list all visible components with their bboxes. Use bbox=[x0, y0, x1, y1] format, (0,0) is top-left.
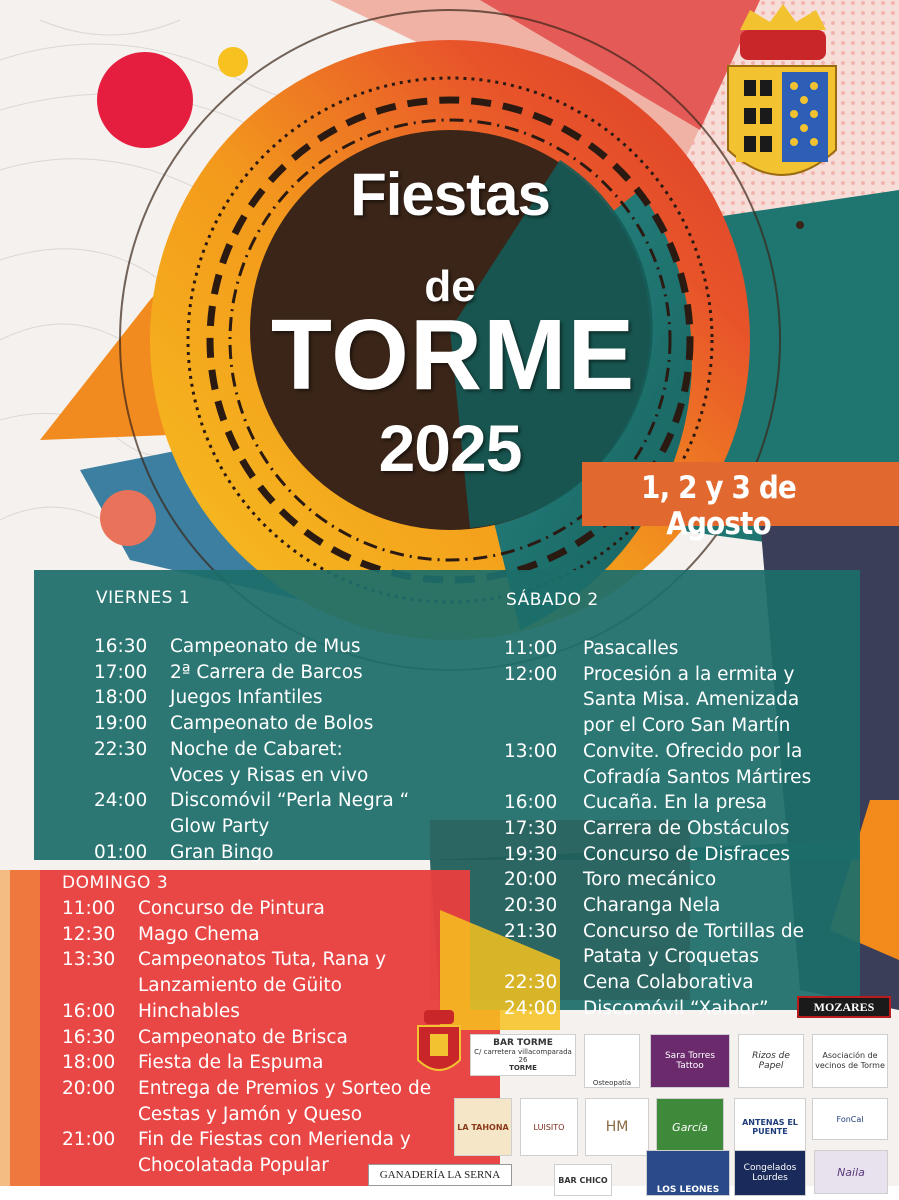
schedule-row bbox=[62, 922, 462, 948]
title-fiestas: Fiestas bbox=[350, 161, 550, 228]
event-line: Concurso de Pintura bbox=[138, 898, 325, 919]
event-time: 16:30 bbox=[94, 636, 148, 657]
event-line: Cofradía Santos Mártires bbox=[583, 766, 812, 788]
schedule-row bbox=[94, 711, 424, 737]
event-time: 19:30 bbox=[504, 843, 558, 865]
event-line: Convite. Ofrecido por la bbox=[583, 740, 803, 762]
sponsor-congelados: Congelados Lourdes bbox=[734, 1150, 806, 1196]
event-description bbox=[170, 685, 424, 711]
event-time: 24:00 bbox=[504, 997, 558, 1019]
event-line: Carrera de Obstáculos bbox=[583, 817, 790, 839]
event-time: 20:00 bbox=[504, 869, 558, 891]
event-line: Toro mecánico bbox=[583, 869, 717, 891]
event-description bbox=[138, 1076, 462, 1127]
event-line: Campeonato de Mus bbox=[170, 636, 361, 657]
bar-torme-address: C/ carretera villacomparada 26 bbox=[474, 1048, 572, 1064]
event-time: 21:30 bbox=[504, 920, 558, 942]
event-line: Hinchables bbox=[138, 1000, 240, 1022]
event-description bbox=[138, 896, 462, 922]
sponsor-osteopatia: Osteopatía bbox=[584, 1034, 640, 1088]
sponsor-naila: Naila bbox=[814, 1150, 888, 1194]
small-dark-dot bbox=[796, 221, 804, 229]
event-line: Patata y Croquetas bbox=[583, 946, 760, 968]
sponsor-ganaderia: GANADERÍA LA SERNA bbox=[368, 1164, 512, 1186]
sponsor-sara-torres: Sara Torres Tattoo bbox=[650, 1034, 730, 1088]
event-time: 12:00 bbox=[504, 663, 558, 685]
sponsor-la-tahona: LA TAHONA bbox=[454, 1098, 512, 1156]
bar-torme-town: TORME bbox=[509, 1064, 537, 1072]
event-line: Campeonato de Brisca bbox=[138, 1026, 348, 1048]
event-line: Discomóvil “Perla Negra “ bbox=[170, 790, 410, 812]
event-time: 20:30 bbox=[504, 895, 558, 917]
event-time: 13:30 bbox=[62, 949, 116, 971]
event-line: Gran Bingo bbox=[170, 841, 274, 863]
event-description bbox=[583, 816, 844, 842]
event-time: 11:00 bbox=[62, 898, 116, 919]
schedule-row bbox=[504, 996, 844, 1022]
event-time: 17:30 bbox=[504, 817, 558, 839]
dates-text: 1, 2 y 3 de Agosto bbox=[641, 470, 796, 542]
event-line: Juegos Infantiles bbox=[170, 687, 323, 709]
schedule-row bbox=[504, 636, 844, 662]
event-line: Cena Colaborativa bbox=[583, 972, 754, 994]
bar-torme-name: BAR TORME bbox=[493, 1038, 553, 1048]
event-description bbox=[583, 893, 844, 919]
event-line: Procesión a la ermita y bbox=[583, 663, 795, 685]
schedule-row bbox=[62, 1025, 462, 1051]
event-line: Cucaña. En la presa bbox=[583, 792, 767, 814]
sponsor-garcia: García bbox=[656, 1098, 724, 1156]
event-time: 18:00 bbox=[62, 1052, 116, 1074]
schedule-row bbox=[62, 1076, 462, 1127]
event-time: 19:00 bbox=[94, 713, 148, 735]
event-description bbox=[138, 999, 462, 1025]
yellow-dot bbox=[218, 47, 248, 77]
event-description bbox=[138, 947, 462, 998]
sponsor-los-leones: LOS LEONES bbox=[646, 1150, 730, 1196]
schedule-row bbox=[94, 840, 424, 866]
event-time: 24:00 bbox=[94, 790, 148, 812]
event-time: 17:00 bbox=[94, 661, 148, 683]
event-description bbox=[583, 790, 844, 816]
event-description bbox=[138, 1050, 462, 1076]
event-line: Entrega de Premios y Sorteo de bbox=[138, 1077, 432, 1099]
event-description bbox=[583, 867, 844, 893]
salmon-dot bbox=[100, 490, 156, 546]
event-line: Chocolatada Popular bbox=[138, 1155, 329, 1177]
domingo-schedule bbox=[62, 896, 462, 1179]
event-description bbox=[170, 788, 424, 839]
sponsor-bar-chico: BAR CHICO bbox=[554, 1164, 612, 1196]
event-line: Noche de Cabaret: bbox=[170, 738, 343, 760]
event-description bbox=[583, 842, 844, 868]
schedule-row bbox=[62, 896, 462, 922]
event-line: Cestas y Jamón y Queso bbox=[138, 1103, 363, 1125]
schedule-row bbox=[504, 790, 844, 816]
event-line: Santa Misa. Amenizada bbox=[583, 689, 800, 711]
event-description bbox=[583, 662, 844, 739]
event-line: Pasacalles bbox=[583, 638, 679, 659]
title-torme: TORME bbox=[270, 299, 636, 411]
event-description bbox=[170, 840, 424, 866]
event-time: 16:30 bbox=[62, 1026, 116, 1048]
event-time: 18:00 bbox=[94, 687, 148, 709]
title-year: 2025 bbox=[378, 411, 522, 485]
event-time: 16:00 bbox=[504, 792, 558, 814]
event-line: Lanzamiento de Güito bbox=[138, 975, 342, 997]
event-line: Mago Chema bbox=[138, 923, 260, 945]
event-line: Fiesta de la Espuma bbox=[138, 1052, 324, 1074]
event-line: Concurso de Tortillas de bbox=[583, 920, 805, 942]
event-line: por el Coro San Martín bbox=[583, 715, 791, 737]
schedule-row bbox=[504, 893, 844, 919]
schedule-row bbox=[504, 816, 844, 842]
event-description bbox=[138, 922, 462, 948]
schedule-row bbox=[504, 867, 844, 893]
red-dot bbox=[97, 52, 193, 148]
sponsor-asociacion: Asociación de vecinos de Torme bbox=[812, 1034, 888, 1088]
event-line: Voces y Risas en vivo bbox=[170, 764, 369, 786]
event-time: 20:00 bbox=[62, 1077, 116, 1099]
sponsor-bar-torme bbox=[470, 1034, 576, 1076]
event-line: 2ª Carrera de Barcos bbox=[170, 661, 363, 683]
event-line: Concurso de Disfraces bbox=[583, 843, 790, 865]
event-description bbox=[170, 711, 424, 737]
schedule-row bbox=[62, 999, 462, 1025]
event-line: Charanga Nela bbox=[583, 895, 721, 917]
event-line: Discomóvil “Xaibor” bbox=[583, 997, 769, 1019]
viernes-heading: VIERNES 1 bbox=[96, 588, 191, 608]
schedule-row bbox=[504, 739, 844, 790]
event-time: 22:30 bbox=[94, 738, 148, 760]
event-time: 12:30 bbox=[62, 923, 116, 945]
schedule-row bbox=[62, 1050, 462, 1076]
event-description bbox=[138, 1025, 462, 1051]
event-line: Glow Party bbox=[170, 815, 270, 837]
sponsor-luisito: LUISITO bbox=[520, 1098, 578, 1156]
title-de: de bbox=[424, 262, 476, 311]
event-description bbox=[583, 739, 844, 790]
domingo-heading: DOMINGO 3 bbox=[62, 873, 169, 893]
schedule-row bbox=[94, 685, 424, 711]
coat-of-arms-icon bbox=[728, 4, 836, 175]
event-description bbox=[170, 660, 424, 686]
event-line: Campeonatos Tuta, Rana y bbox=[138, 949, 387, 971]
event-time: 21:00 bbox=[62, 1129, 116, 1151]
orange-stripe-left bbox=[0, 870, 40, 1190]
event-time: 11:00 bbox=[504, 638, 558, 659]
event-time: 13:00 bbox=[504, 740, 558, 762]
event-time: 01:00 bbox=[94, 841, 148, 863]
event-line: Fin de Fiestas con Merienda y bbox=[138, 1129, 411, 1151]
schedule-row bbox=[504, 662, 844, 739]
schedule-row bbox=[94, 660, 424, 686]
schedule-row bbox=[504, 842, 844, 868]
event-description bbox=[170, 634, 424, 660]
schedule-row bbox=[504, 970, 844, 996]
event-time: 16:00 bbox=[62, 1000, 116, 1022]
event-description bbox=[170, 737, 424, 788]
schedule-row bbox=[94, 634, 424, 660]
sponsor-hm: HM bbox=[585, 1098, 649, 1156]
schedule-row bbox=[62, 947, 462, 998]
event-description bbox=[583, 636, 844, 662]
sponsor-rizos: Rizos de Papel bbox=[738, 1034, 804, 1088]
sponsor-mozares-logo: MOZARES bbox=[797, 996, 891, 1018]
schedule-row bbox=[504, 919, 844, 970]
event-line: Campeonato de Bolos bbox=[170, 713, 374, 735]
viernes-schedule bbox=[94, 634, 424, 865]
sponsor-antenas: ANTENAS EL PUENTE bbox=[734, 1098, 806, 1156]
sabado-schedule bbox=[504, 636, 844, 1022]
event-description bbox=[583, 919, 844, 970]
sponsor-foncal: FonCal bbox=[812, 1098, 888, 1140]
schedule-row bbox=[94, 737, 424, 788]
schedule-row bbox=[94, 788, 424, 839]
sabado-heading: SÁBADO 2 bbox=[506, 590, 599, 610]
event-description bbox=[583, 970, 844, 996]
event-time: 22:30 bbox=[504, 972, 558, 994]
